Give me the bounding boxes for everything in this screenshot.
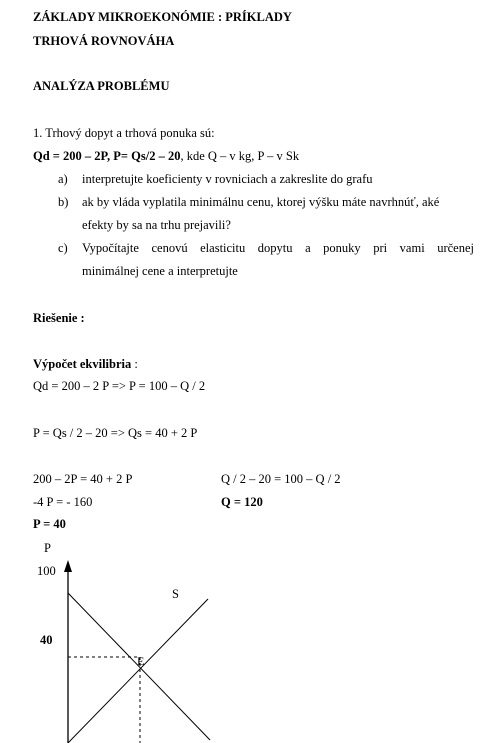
- supply-equation: P = Qs / 2 – 20 => Qs = 40 + 2 P: [33, 426, 198, 440]
- problem-intro: 1. Trhový dopyt a trhová ponuka sú:: [33, 126, 215, 140]
- item-b-text-line2: efekty by sa na trhu prejavili?: [82, 218, 231, 232]
- solution-heading: Riešenie :: [33, 311, 85, 325]
- tick-label-40: 40: [40, 633, 53, 647]
- calc-left-2: -4 P = - 160: [33, 495, 93, 509]
- item-b-marker: b): [58, 195, 69, 209]
- calc-right-1: Q / 2 – 20 = 100 – Q / 2: [221, 472, 341, 486]
- calc-right-2: Q = 120: [221, 495, 263, 509]
- demand-equation: Qd = 200 – 2 P => P = 100 – Q / 2: [33, 379, 206, 393]
- equation-bold: Qd = 200 – 2P, P= Qs/2 – 20: [33, 149, 181, 163]
- item-c-marker: c): [58, 241, 68, 255]
- equilibrium-heading-suffix: :: [131, 357, 138, 371]
- item-b-text-line1: ak by vláda vyplatila minimálnu cenu, ktorej výšku máte navrhnúť, aké: [82, 195, 440, 209]
- equilibrium-point-label: E: [137, 654, 145, 668]
- item-a-marker: a): [58, 172, 68, 186]
- equilibrium-heading-text: Výpočet ekvilibria: [33, 357, 132, 371]
- item-c-text-line2: minimálnej cene a interpretujte: [82, 264, 238, 278]
- calc-left-3: P = 40: [33, 517, 66, 531]
- y-axis-label: P: [44, 541, 51, 555]
- analysis-heading: ANALÝZA PROBLÉMU: [33, 79, 170, 93]
- document-title-line1: ZÁKLADY MIKROEKONÓMIE : PRÍKLADY: [33, 10, 292, 24]
- tick-label-100: 100: [37, 564, 56, 578]
- supply-curve-label: S: [172, 587, 179, 601]
- calc-left-1: 200 – 2P = 40 + 2 P: [33, 472, 133, 486]
- y-axis-arrow: [64, 560, 72, 572]
- item-c-text-line1: Vypočítajte cenovú elasticitu dopytu a ponuky pri vami určenej: [82, 241, 474, 255]
- item-a-text: interpretujte koeficienty v rovniciach a zakreslite do grafu: [82, 172, 373, 186]
- document-title-line2: TRHOVÁ ROVNOVÁHA: [33, 34, 175, 48]
- equation-rest: , kde Q – v kg, P – v Sk: [180, 149, 300, 163]
- supply-line: [68, 599, 208, 743]
